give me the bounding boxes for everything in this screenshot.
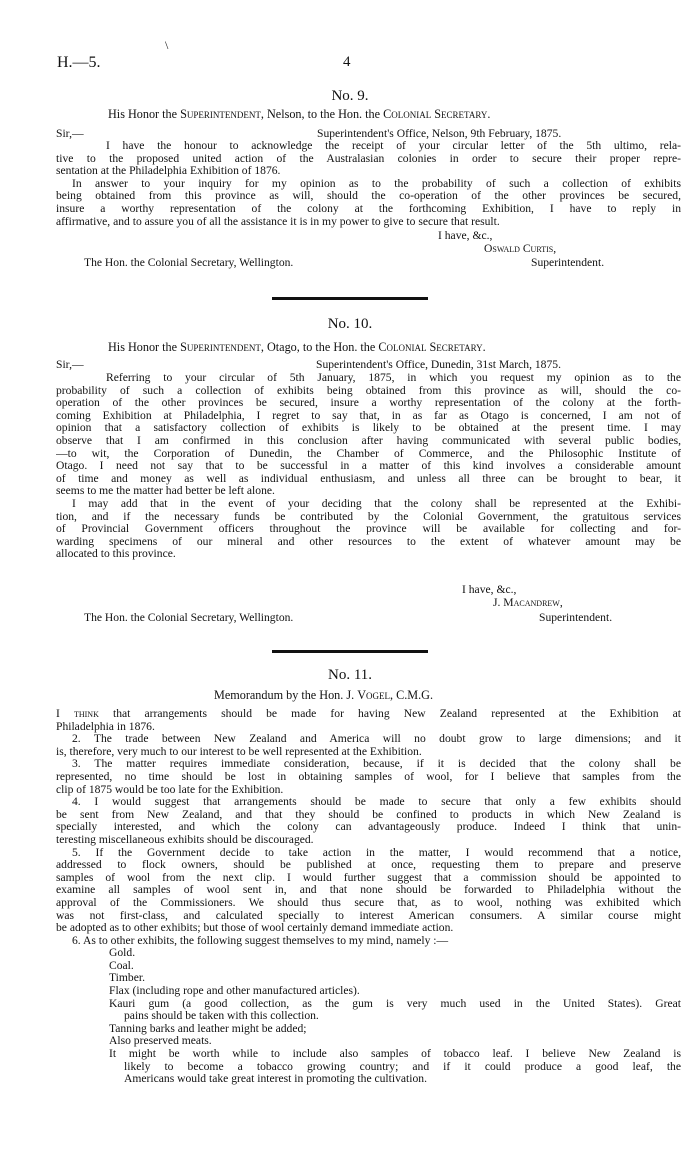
text-line: affirmative, and to assure you of all the assistance it is in my power to give to secure that result. [56,214,500,228]
letter-10-title: Superintendent. [539,611,613,624]
heading-text: His Honor the [108,107,181,121]
text-line: 3. The matter requires immediate consideration, because, if it is decided that the colony shall be [72,758,681,771]
text-line [56,708,681,721]
letter-10-body [56,372,681,561]
text-line: 4. I would suggest that arrangements should be made to secure that only a few exhibits should [72,796,681,809]
letter-9-salutation: Sir,— [56,127,84,140]
margin-mark: \ [165,38,169,52]
text-line: observe that I am confirmed in this conclusion after having communicated with several public bodies, [56,434,681,447]
list-item: Tanning barks and leather might be added; [109,1021,307,1035]
list-item: Kauri gum (a good collection, as the gum is very much used in the United States). Great [109,997,681,1010]
list-item: It might be worth while to include also samples of tobacco leaf. I believe New Zealand is [109,1048,681,1061]
letter-10-signature: J. Macandrew, [493,596,563,609]
list-item: Timber. [109,971,145,985]
text-line: operation of the other provinces be secured, insure a worthy representation of the colony at the forth- [56,397,681,410]
text-line: 6. As to other exhibits, the following suggest themselves to my mind, namely :— [72,933,449,947]
text-line: opinion that a satisfactory collection of exhibits is likely to be obtained at the present time. I may [56,422,681,435]
heading-text: , C.M.G. [389,688,433,702]
text-line: probability of such a collection of exhibits being obtained from this province as will, should the co- [56,384,681,397]
text-line: was not first-class, and calculated specially to interest American consumers. A similar course might [56,909,681,922]
memo-11-body [56,708,681,1086]
heading-text: Superintendent [180,340,261,354]
memo-11-heading [214,688,433,703]
list-item: Americans would take great interest in promoting the cultivation. [124,1072,427,1086]
memo-11-number: No. 11. [327,667,373,683]
text-line: be sent from New Zealand, and that they should be confined to products in which New Zealand is [56,808,681,821]
text-line: I have the honour to acknowledge the receipt of your circular letter of the 5th ultimo, rela- [106,140,681,152]
section-divider [272,297,428,300]
text-line: clip of 1875 would be too late for the Exhibition. [56,782,284,796]
text-line: warding specimens of our mineral and other resources to the extent of whatever amount may be [56,535,681,548]
list-item: Also preserved meats. [109,1034,212,1048]
text-line: tion, and if the necessary funds be contributed by the Colonial Government, the gratuitous services [56,510,681,523]
text-line: be adopted as to other exhibits; but those of wool certainly demand immediate action. [56,921,454,935]
text-line: allocated to this province. [56,547,176,561]
text-line: examine all samples of wool sent in, and that none should be forwarded to Philadelphia without the [56,884,681,897]
letter-9-heading [108,107,490,122]
heading-text: Colonial Secretary. [378,340,486,354]
text-line: Philadelphia in 1876. [56,719,155,733]
opening-words: I think [56,708,99,720]
page-number: 4 [343,54,351,70]
text-line: Referring to your circular of 5th January, 1875, in which you request my opinion as to the [106,372,681,384]
text-line: tive to the proposed united action of the Australasian colonies in order to secure their proper repre- [56,152,681,165]
heading-text: , Otago, to the Hon. the [260,340,379,354]
section-divider [272,650,428,653]
text-line: —to wit, the Corporation of Dunedin, the Chamber of Commerce, and the Philosophic Institute of [56,447,681,460]
letter-10-salutation: Sir,— [56,358,84,371]
heading-text: , Nelson, to the Hon. the [260,107,384,121]
text-line: approval of the Commissioners. We should thus secure that, as to wool, nothing was exhibited which [56,896,681,909]
letter-9-dateline: Superintendent's Office, Nelson, 9th February, 1875. [317,127,562,140]
letter-9-closing: I have, &c., [438,229,493,242]
letter-10-addressee: The Hon. the Colonial Secretary, Wellington. [84,611,294,624]
list-item: Gold. [109,946,136,960]
text-line: teresting miscellaneous exhibits should be discouraged. [56,832,314,846]
text-line: I may add that in the event of your deciding that the colony shall be represented at the Exhibi- [72,497,681,510]
letter-10-closing: I have, &c., [462,583,517,596]
text-line-rest: that arrangements should be made for having New Zealand represented at the Exhibition at [98,708,681,720]
text-line: sentation at the Philadelphia Exhibition of 1876. [56,164,281,178]
text-line: being obtained from this province as will, should the co-operation of the other provinces be secured, [56,190,681,203]
list-item: likely to become a tobacco growing country; and if it could produce a good leaf, the [124,1060,681,1073]
list-item: Coal. [109,958,134,972]
heading-text: Vogel [357,688,390,702]
text-line: seems to me the matter had better be left alone. [56,484,275,498]
letter-9-signature: Oswald Curtis, [484,242,557,255]
text-line: specially interested, and which the colony can advantageously produce. Indeed I think that unin- [56,821,681,834]
heading-text: Memorandum by the Hon. J. [214,688,358,702]
text-line: 2. The trade between New Zealand and America will no doubt grow to large dimensions; and it [72,733,681,746]
heading-text: His Honor the [108,340,181,354]
text-line: 5. If the Government decide to take action in the matter, I would recommend that a notice, [72,846,681,859]
heading-text: Superintendent [180,107,261,121]
list-item: Flax (including rope and other manufactured articles). [109,984,360,998]
text-line: samples of wool from the next clip. I would further suggest that a commission should be appointed to [56,871,681,884]
letter-10-heading [108,340,486,355]
text-line: of time and money as well as individual enthusiasm, and unless all three can be brought to bear, it [56,472,681,485]
letter-10-number: No. 10. [327,316,373,332]
letter-9-title: Superintendent. [531,256,605,269]
letter-9-addressee: The Hon. the Colonial Secretary, Wellington. [84,256,294,269]
document-reference: H.—5. [57,54,101,71]
letter-10-dateline: Superintendent's Office, Dunedin, 31st March, 1875. [316,358,561,371]
text-line: of Provincial Government officers throughout the province will be available for collecting and for- [56,523,681,536]
text-line: In answer to your inquiry for my opinion as to the probability of such a collection of exhibits [72,177,681,190]
letter-9-body [56,140,681,228]
text-line: coming Exhibition at Philadelphia, I regret to say that, in as far as Otago is concerned, I am not of [56,409,681,422]
text-line: addressed to flock owners, should be published at once, requesting them to prepare and preserve [56,859,681,872]
text-line: is, therefore, very much to our interest to be well represented at the Exhibition. [56,744,422,758]
text-line: insure a worthy representation of the colony at the forthcoming Exhibition, I have to reply in [56,202,681,215]
text-line: Otago. I need not say that to be successful in a matter of this kind involves a considerable amount [56,460,681,473]
heading-text: Colonial Secretary. [383,107,491,121]
letter-9-number: No. 9. [331,88,369,104]
text-line: represented, no time should be lost in obtaining samples of wool, for I believe that samples from the [56,770,681,783]
list-item: pains should be taken with this collection. [124,1009,319,1023]
